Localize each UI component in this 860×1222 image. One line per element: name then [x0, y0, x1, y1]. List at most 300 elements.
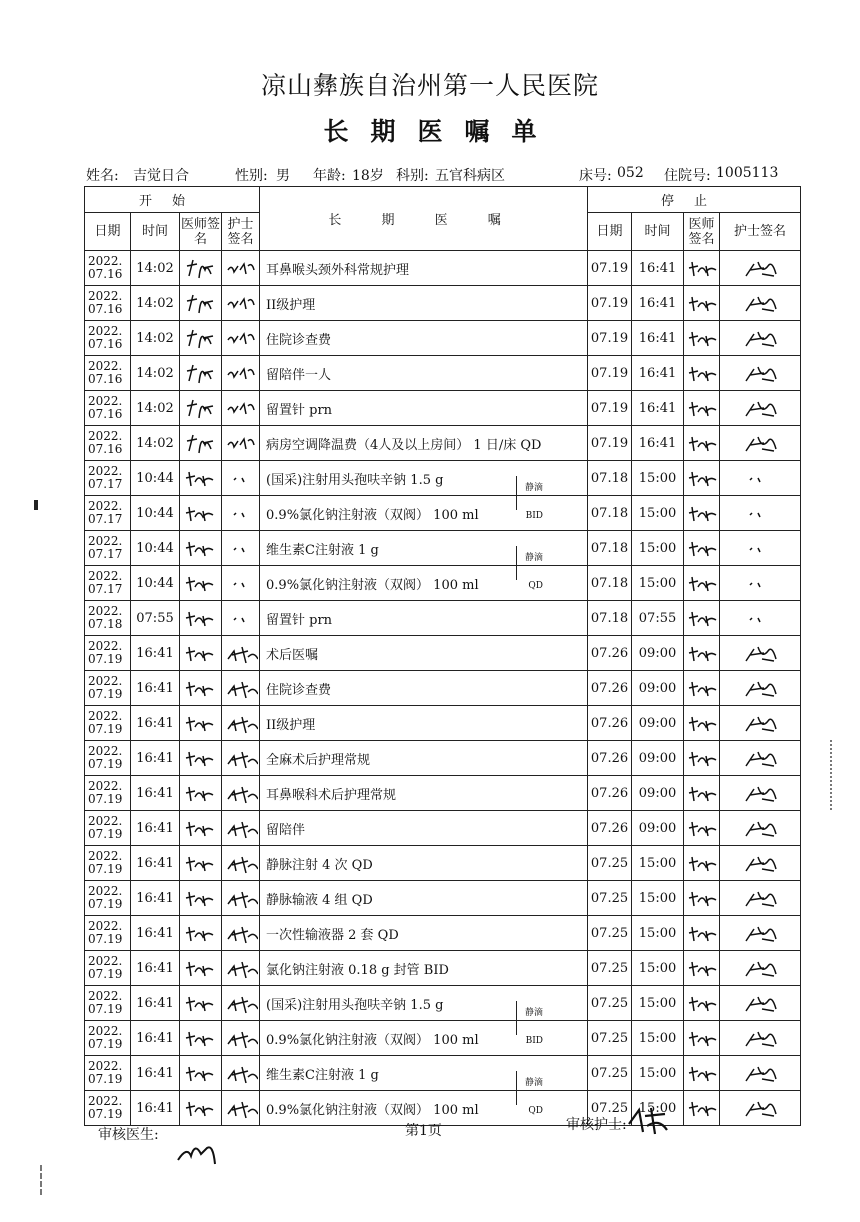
start-date-cell: 2022. 07.16 [85, 321, 131, 356]
doctor-review-signature [175, 1138, 235, 1170]
start-doctor-signature [180, 951, 222, 986]
start-nurse-signature [222, 426, 260, 461]
start-time-cell: 16:41 [131, 671, 180, 706]
stop-date-cell: 07.19 [588, 356, 632, 391]
patient-age: 18岁 [352, 168, 384, 184]
start-doctor-signature [180, 776, 222, 811]
orders-table [84, 186, 801, 1126]
start-date-cell: 2022. 07.19 [85, 636, 131, 671]
start-header: 开始 [85, 187, 260, 213]
order-cell [260, 741, 588, 776]
stop-time-cell: 16:41 [632, 356, 684, 391]
stop-date-cell: 07.25 [588, 1021, 632, 1056]
stop-nurse-signature [720, 391, 801, 426]
stop-time-cell: 16:41 [632, 391, 684, 426]
start-time-cell: 10:44 [131, 461, 180, 496]
dept-label: 科别: [396, 168, 429, 184]
start-doctor-signature [180, 601, 222, 636]
table-row [85, 251, 801, 286]
stop-doctor-sig-header: 医师签名 [684, 213, 720, 251]
start-time-cell: 14:02 [131, 286, 180, 321]
start-date-cell: 2022. 07.19 [85, 1021, 131, 1056]
order-header: 长 期 医 嘱 [260, 187, 588, 251]
stop-date-cell: 07.25 [588, 1056, 632, 1091]
start-date-cell: 2022. 07.19 [85, 776, 131, 811]
start-nurse-signature [222, 706, 260, 741]
stop-doctor-signature [684, 251, 720, 286]
start-nurse-signature [222, 1021, 260, 1056]
table-row [85, 951, 801, 986]
start-date-cell: 2022. 07.19 [85, 846, 131, 881]
start-time-cell: 16:41 [131, 846, 180, 881]
start-date-cell: 2022. 07.16 [85, 251, 131, 286]
stop-date-cell: 07.25 [588, 881, 632, 916]
start-date-cell: 2022. 07.16 [85, 356, 131, 391]
table-row [85, 531, 801, 566]
stop-date-cell: 07.18 [588, 601, 632, 636]
admission-number: 1005113 [716, 165, 779, 181]
stop-doctor-signature [684, 706, 720, 741]
table-row [85, 636, 801, 671]
table-row [85, 391, 801, 426]
stop-nurse-signature [720, 426, 801, 461]
stop-time-cell: 15:00 [632, 1091, 684, 1126]
stop-time-cell: 15:00 [632, 916, 684, 951]
name-label: 姓名: [86, 168, 119, 184]
start-time-header: 时间 [131, 213, 180, 251]
stop-time-cell: 15:00 [632, 1056, 684, 1091]
stop-doctor-signature [684, 846, 720, 881]
order-cell [260, 251, 588, 286]
group-bracket [516, 476, 517, 496]
start-time-cell: 16:41 [131, 706, 180, 741]
stop-date-header: 日期 [588, 213, 632, 251]
stop-time-cell: 16:41 [632, 426, 684, 461]
age-label: 年龄: [313, 168, 346, 184]
start-doctor-signature [180, 496, 222, 531]
order-text: 病房空调降温费（4人及以上房间） 1 日/床 QD [266, 437, 542, 453]
start-doctor-signature [180, 321, 222, 356]
stop-nurse-signature [720, 531, 801, 566]
table-row [85, 601, 801, 636]
start-doctor-signature [180, 286, 222, 321]
stop-date-cell: 07.25 [588, 951, 632, 986]
stop-time-cell: 15:00 [632, 566, 684, 601]
stop-time-header: 时间 [632, 213, 684, 251]
stop-nurse-signature [720, 776, 801, 811]
start-time-cell: 16:41 [131, 811, 180, 846]
start-date-cell: 2022. 07.17 [85, 461, 131, 496]
start-nurse-signature [222, 391, 260, 426]
start-date-cell: 2022. 07.19 [85, 951, 131, 986]
order-text: 术后医嘱 [266, 647, 319, 663]
start-time-cell: 16:41 [131, 951, 180, 986]
stop-time-cell: 15:00 [632, 1021, 684, 1056]
start-time-cell: 14:02 [131, 426, 180, 461]
doctor-review-label: 审核医生: [98, 1127, 159, 1143]
group-route-tag: QD [528, 581, 544, 591]
order-cell [260, 286, 588, 321]
order-cell [260, 1021, 588, 1056]
group-route-tag: BID [525, 511, 544, 521]
order-text: 全麻术后护理常规 [266, 752, 371, 768]
start-nurse-signature [222, 601, 260, 636]
start-nurse-signature [222, 881, 260, 916]
start-nurse-signature [222, 286, 260, 321]
stop-doctor-signature [684, 951, 720, 986]
order-cell [260, 391, 588, 426]
stop-doctor-signature [684, 671, 720, 706]
stop-date-cell: 07.26 [588, 811, 632, 846]
order-cell [260, 811, 588, 846]
stop-doctor-signature [684, 881, 720, 916]
start-nurse-signature [222, 251, 260, 286]
start-doctor-signature [180, 1056, 222, 1091]
order-cell [260, 321, 588, 356]
stop-nurse-signature [720, 566, 801, 601]
patient-gender: 男 [276, 168, 290, 184]
start-date-cell: 2022. 07.19 [85, 706, 131, 741]
table-row [85, 286, 801, 321]
order-text: 0.9%氯化钠注射液（双阀） 100 ml [266, 1102, 479, 1118]
order-text: 留陪伴 [266, 822, 306, 838]
stop-nurse-signature [720, 741, 801, 776]
stop-doctor-signature [684, 916, 720, 951]
order-text: (国采)注射用头孢呋辛钠 1.5 g [266, 472, 444, 488]
start-date-cell: 2022. 07.17 [85, 531, 131, 566]
stop-time-cell: 09:00 [632, 811, 684, 846]
order-cell [260, 916, 588, 951]
table-row [85, 811, 801, 846]
stop-nurse-signature [720, 671, 801, 706]
order-cell [260, 846, 588, 881]
group-route-tag: 静滴 [525, 483, 544, 493]
start-nurse-signature [222, 321, 260, 356]
stop-doctor-signature [684, 531, 720, 566]
table-row [85, 846, 801, 881]
start-doctor-signature [180, 391, 222, 426]
group-bracket [516, 566, 517, 580]
start-doctor-signature [180, 881, 222, 916]
table-row [85, 496, 801, 531]
table-row [85, 1021, 801, 1056]
footer [0, 1117, 860, 1160]
stop-doctor-signature [684, 1021, 720, 1056]
table-row [85, 671, 801, 706]
order-cell [260, 986, 588, 1021]
table-row [85, 986, 801, 1021]
start-time-cell: 16:41 [131, 1021, 180, 1056]
patient-dept: 五官科病区 [435, 168, 505, 184]
stop-time-cell: 15:00 [632, 531, 684, 566]
start-doctor-signature [180, 531, 222, 566]
table-row [85, 916, 801, 951]
stop-nurse-signature [720, 706, 801, 741]
stop-doctor-signature [684, 601, 720, 636]
stop-doctor-signature [684, 811, 720, 846]
stop-doctor-signature [684, 426, 720, 461]
scan-mark [830, 740, 834, 810]
group-bracket [516, 496, 517, 510]
stop-time-cell: 16:41 [632, 286, 684, 321]
stop-date-cell: 07.25 [588, 846, 632, 881]
stop-time-cell: 15:00 [632, 881, 684, 916]
stop-nurse-signature [720, 496, 801, 531]
start-date-cell: 2022. 07.18 [85, 601, 131, 636]
page-number: 第1页 [405, 1123, 442, 1139]
order-cell [260, 531, 588, 566]
order-cell [260, 601, 588, 636]
start-time-cell: 10:44 [131, 531, 180, 566]
group-route-tag: 静滴 [525, 1078, 544, 1088]
start-doctor-signature [180, 461, 222, 496]
start-nurse-signature [222, 916, 260, 951]
start-nurse-signature [222, 461, 260, 496]
order-text: 耳鼻喉科术后护理常规 [266, 787, 397, 803]
stop-nurse-signature [720, 251, 801, 286]
stop-doctor-signature [684, 566, 720, 601]
start-date-cell: 2022. 07.19 [85, 881, 131, 916]
stop-nurse-signature [720, 636, 801, 671]
stop-date-cell: 07.26 [588, 776, 632, 811]
stop-date-cell: 07.18 [588, 566, 632, 601]
order-cell [260, 881, 588, 916]
order-text: 静脉输液 4 组 QD [266, 892, 373, 908]
start-doctor-signature [180, 636, 222, 671]
stop-doctor-signature [684, 1056, 720, 1091]
stop-nurse-signature [720, 951, 801, 986]
table-row [85, 426, 801, 461]
stop-header: 停止 [588, 187, 801, 213]
start-date-cell: 2022. 07.19 [85, 671, 131, 706]
start-time-cell: 16:41 [131, 636, 180, 671]
start-nurse-signature [222, 846, 260, 881]
order-text: 住院诊查费 [266, 332, 332, 348]
bed-label: 床号: [579, 168, 612, 184]
group-bracket [516, 546, 517, 566]
patient-info [0, 165, 860, 187]
start-date-cell: 2022. 07.19 [85, 1056, 131, 1091]
stop-date-cell: 07.19 [588, 251, 632, 286]
start-date-cell: 2022. 07.17 [85, 496, 131, 531]
start-nurse-signature [222, 811, 260, 846]
start-time-cell: 16:41 [131, 881, 180, 916]
stop-doctor-signature [684, 776, 720, 811]
group-route-tag: 静滴 [525, 1008, 544, 1018]
start-time-cell: 10:44 [131, 496, 180, 531]
start-date-cell: 2022. 07.19 [85, 916, 131, 951]
stop-date-cell: 07.26 [588, 671, 632, 706]
start-doctor-signature [180, 426, 222, 461]
start-time-cell: 10:44 [131, 566, 180, 601]
order-text: 0.9%氯化钠注射液（双阀） 100 ml [266, 577, 479, 593]
stop-time-cell: 15:00 [632, 846, 684, 881]
order-cell [260, 671, 588, 706]
stop-nurse-signature [720, 286, 801, 321]
order-rows [85, 251, 801, 1126]
stop-date-cell: 07.18 [588, 496, 632, 531]
stop-time-cell: 09:00 [632, 776, 684, 811]
start-nurse-signature [222, 356, 260, 391]
stop-nurse-signature [720, 881, 801, 916]
admission-label: 住院号: [664, 168, 711, 184]
stop-date-cell: 07.26 [588, 706, 632, 741]
start-nurse-signature [222, 951, 260, 986]
start-nurse-signature [222, 1056, 260, 1091]
start-time-cell: 16:41 [131, 776, 180, 811]
start-doctor-signature [180, 986, 222, 1021]
stop-nurse-signature [720, 321, 801, 356]
stop-date-cell: 07.18 [588, 461, 632, 496]
stop-doctor-signature [684, 286, 720, 321]
start-date-cell: 2022. 07.19 [85, 741, 131, 776]
stop-nurse-sig-header: 护士签名 [720, 213, 801, 251]
scan-mark [40, 1165, 44, 1195]
stop-nurse-signature [720, 1056, 801, 1091]
start-date-cell: 2022. 07.16 [85, 426, 131, 461]
group-bracket [516, 1091, 517, 1105]
start-nurse-signature [222, 496, 260, 531]
order-cell [260, 426, 588, 461]
stop-doctor-signature [684, 986, 720, 1021]
start-doctor-signature [180, 251, 222, 286]
order-text: 维生素C注射液 1 g [266, 1067, 379, 1083]
stop-time-cell: 16:41 [632, 321, 684, 356]
order-text: 氯化钠注射液 0.18 g 封管 BID [266, 962, 449, 978]
table-row [85, 706, 801, 741]
table-row [85, 356, 801, 391]
start-doctor-signature [180, 356, 222, 391]
stop-time-cell: 15:00 [632, 461, 684, 496]
stop-date-cell: 07.19 [588, 426, 632, 461]
order-cell [260, 461, 588, 496]
stop-doctor-signature [684, 461, 720, 496]
start-doctor-signature [180, 811, 222, 846]
order-text: 0.9%氯化钠注射液（双阀） 100 ml [266, 1032, 479, 1048]
start-time-cell: 16:41 [131, 1091, 180, 1126]
start-time-cell: 14:02 [131, 251, 180, 286]
order-cell [260, 566, 588, 601]
gender-label: 性别: [235, 168, 268, 184]
stop-nurse-signature [720, 601, 801, 636]
start-time-cell: 14:02 [131, 391, 180, 426]
start-nurse-signature [222, 566, 260, 601]
table-row [85, 881, 801, 916]
order-text: (国采)注射用头孢呋辛钠 1.5 g [266, 997, 444, 1013]
stop-time-cell: 09:00 [632, 671, 684, 706]
start-time-cell: 16:41 [131, 986, 180, 1021]
stop-nurse-signature [720, 986, 801, 1021]
stop-doctor-signature [684, 636, 720, 671]
stop-time-cell: 07:55 [632, 601, 684, 636]
start-nurse-signature [222, 671, 260, 706]
order-text: 一次性输液器 2 套 QD [266, 927, 399, 943]
nurse-review-signature [625, 1104, 671, 1142]
nurse-review-label: 审核护士: [566, 1117, 627, 1133]
stop-date-cell: 07.26 [588, 741, 632, 776]
stop-date-cell: 07.19 [588, 286, 632, 321]
order-cell [260, 706, 588, 741]
start-nurse-signature [222, 636, 260, 671]
group-bracket [516, 1021, 517, 1035]
stop-date-cell: 07.26 [588, 636, 632, 671]
stop-time-cell: 09:00 [632, 741, 684, 776]
table-row [85, 1056, 801, 1091]
stop-doctor-signature [684, 321, 720, 356]
start-time-cell: 16:41 [131, 741, 180, 776]
order-cell [260, 356, 588, 391]
start-doctor-sig-header: 医师签名 [180, 213, 222, 251]
patient-name: 吉觉日合 [133, 168, 189, 184]
start-nurse-signature [222, 741, 260, 776]
group-bracket [516, 1071, 517, 1091]
order-text: 静脉注射 4 次 QD [266, 857, 373, 873]
stop-date-cell: 07.25 [588, 986, 632, 1021]
start-date-cell: 2022. 07.19 [85, 1091, 131, 1126]
patient-bed: 052 [617, 165, 644, 181]
table-row [85, 461, 801, 496]
order-text: 留陪伴一人 [266, 367, 332, 383]
start-time-cell: 14:02 [131, 321, 180, 356]
stop-date-cell: 07.25 [588, 916, 632, 951]
start-doctor-signature [180, 566, 222, 601]
stop-doctor-signature [684, 741, 720, 776]
stop-time-cell: 15:00 [632, 496, 684, 531]
start-nurse-signature [222, 986, 260, 1021]
stop-date-cell: 07.18 [588, 531, 632, 566]
table-row [85, 321, 801, 356]
stop-date-cell: 07.25 [588, 1091, 632, 1126]
table-row [85, 741, 801, 776]
start-doctor-signature [180, 706, 222, 741]
start-time-cell: 07:55 [131, 601, 180, 636]
order-cell [260, 776, 588, 811]
stop-doctor-signature [684, 496, 720, 531]
start-time-cell: 16:41 [131, 916, 180, 951]
stop-nurse-signature [720, 811, 801, 846]
start-time-cell: 14:02 [131, 356, 180, 391]
order-cell [260, 636, 588, 671]
order-text: II级护理 [266, 297, 316, 313]
stop-nurse-signature [720, 846, 801, 881]
order-text: 留置针 prn [266, 402, 333, 418]
scan-mark [34, 500, 38, 510]
start-date-cell: 2022. 07.19 [85, 986, 131, 1021]
stop-nurse-signature [720, 916, 801, 951]
start-doctor-signature [180, 741, 222, 776]
start-date-cell: 2022. 07.19 [85, 811, 131, 846]
start-nurse-sig-header: 护士签名 [222, 213, 260, 251]
order-text: II级护理 [266, 717, 316, 733]
stop-doctor-signature [684, 391, 720, 426]
group-route-tag: 静滴 [525, 553, 544, 563]
table-row [85, 566, 801, 601]
document-title: 长期医嘱单 [323, 117, 559, 146]
stop-nurse-signature [720, 461, 801, 496]
start-date-cell: 2022. 07.17 [85, 566, 131, 601]
stop-time-cell: 09:00 [632, 636, 684, 671]
stop-nurse-signature [720, 356, 801, 391]
group-route-tag: QD [528, 1106, 544, 1116]
hospital-name: 凉山彝族自治州第一人民医院 [260, 71, 599, 100]
start-doctor-signature [180, 846, 222, 881]
order-text: 住院诊查费 [266, 682, 332, 698]
order-cell [260, 496, 588, 531]
order-text: 留置针 prn [266, 612, 333, 628]
stop-date-cell: 07.19 [588, 391, 632, 426]
start-date-cell: 2022. 07.16 [85, 391, 131, 426]
start-date-cell: 2022. 07.16 [85, 286, 131, 321]
